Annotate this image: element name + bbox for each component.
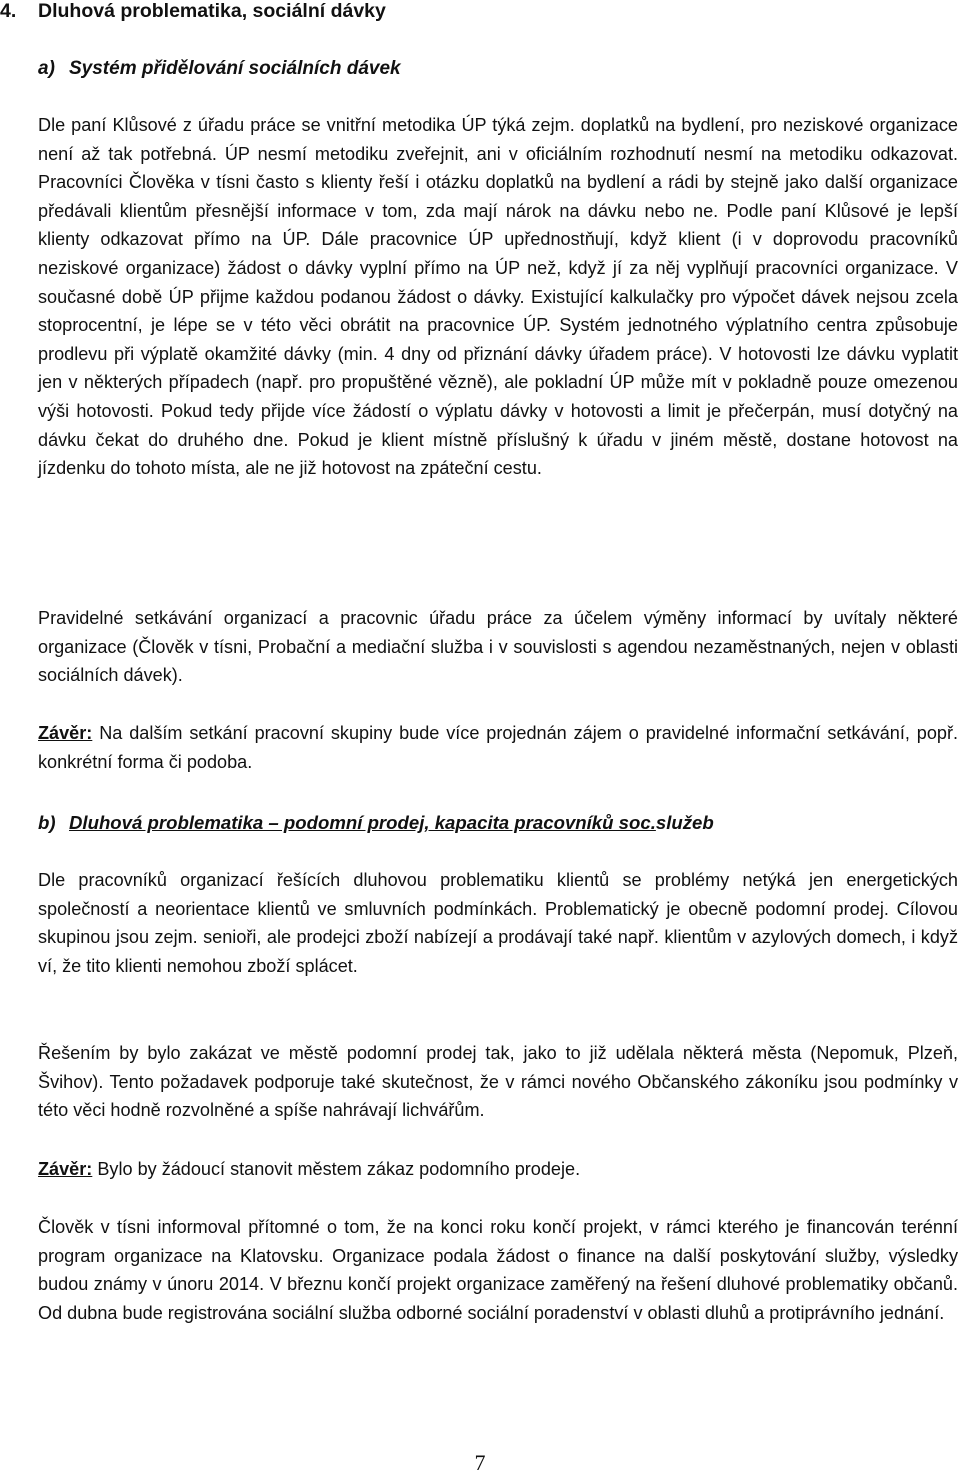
conclusion-text: Bylo by žádoucí stanovit městem zákaz podomního prodeje.	[92, 1159, 581, 1179]
conclusion-label: Závěr:	[38, 723, 93, 743]
section-b-paragraph-3: Člověk v tísni informoval přítomné o tom, že na konci roku končí projekt, v rámci kterého je financován terénní program organizace na Klatovsku. Organizace podala žádost o finance na další poskytování služby, výsledky budou známy v únoru 2014. V březnu končí projekt organizace zaměřený na řešení dluhové problematiky občanů. Od dubna bude registrována sociální služba odborné sociální poradenství v oblasti dluhů a protiprávního jednání.	[38, 1217, 958, 1323]
section-a-marker: a)	[38, 58, 55, 79]
section-a-title: Systém přidělování sociálních dávek	[69, 58, 401, 79]
section-b-conclusion	[38, 1155, 958, 1184]
section-b-title-underlined: Dluhová problematika – podomní prodej, kapacita pracovníků soc.	[69, 812, 656, 833]
conclusion-label: Závěr:	[38, 1159, 93, 1179]
section-b-paragraph-1: Dle pracovníků organizací řešících dluhovou problematiku klientů se problémy netýká jen energetických společností a neorientace klientů ve smluvních podmínkách. Problematický je obecně podomní prodej. Cílovou skupinou jsou zejm. senioři, ale prodejci zboží nabízejí a prodávají také např. klientům v azylových domech, i když ví, že tito klienti nemohou zboží splácet.	[38, 870, 958, 976]
section-a-paragraph-1: Dle paní Klůsové z úřadu práce se vnitřní metodika ÚP týká zejm. doplatků na bydlení, pro neziskové organizace není až tak potřebná. ÚP nesmí metodiku zveřejnit, ani v oficiálním rozhodnutí nesmí na metodiku odkazovat. Pracovníci Člověka v tísni často s klienty řeší i otázku doplatků na bydlení a rádi by stejně jako další organizace předávali klientům přesnější informace v tom, zda mají nárok na dávku nebo ne. Podle paní Klůsové je lepší klienty odkazovat přímo na ÚP. Dále pracovnice ÚP upřednostňují, když klient (i v doprovodu pracovníků neziskové organizace) žádost o dávky vyplní přímo na ÚP než, když jí za něj vyplňují pracovníci organizace. V současné době ÚP přijme každou podanou žádost o dávky. Existující kalkulačky pro výpočet dávek nejsou zcela stoprocentní, je lépe se v této věci obrátit na pracovnice ÚP. Systém jednotného výplatního centra způsobuje prodlevu při výplatě okamžité dávky (min. 4 dny od přiznání dávky úřadem práce). V hotovosti lze dávku vyplatit jen v některých případech (např. pro propuštěné vězně), ale pokladní ÚP může mít v pokladně pouze omezenou výši hotovosti. Pokud tedy přijde více žádostí o výplatu dávky v hotovosti a limit je přečerpán, musí dotyčný na dávku čekat do druhého dne. Pokud je klient místně příslušný k úřadu v jiném městě, dostane hotovost na jízdenku do tohoto místa, ale ne již hotovost na zpáteční cestu.	[38, 115, 958, 479]
chapter-number: 4.	[0, 0, 17, 22]
chapter-heading	[0, 0, 386, 25]
section-b-paragraph-2: Řešením by bylo zakázat ve městě podomní prodej tak, jako to již udělala některá města (Nepomuk, Plzeň, Švihov). Tento požadavek podporuje také skutečnost, že v rámci nového Občanského zákoníku jsou podmínky v této věci hodně rozvolněné a spíše nahrávají lichvářům.	[38, 1043, 958, 1121]
chapter-title: Dluhová problematika, sociální dávky	[38, 0, 386, 22]
section-b-marker: b)	[38, 812, 56, 833]
section-a-heading	[38, 55, 401, 83]
conclusion-text: Na dalším setkání pracovní skupiny bude více projednán zájem o pravidelné informační setkávání, popř. konkrétní forma či podoba.	[38, 723, 958, 772]
section-b-heading	[38, 809, 714, 837]
section-b-title-rest: služeb	[655, 812, 714, 833]
section-a-conclusion	[38, 719, 958, 776]
section-a-paragraph-2: Pravidelné setkávání organizací a pracovnic úřadu práce za účelem výměny informací by uvítaly některé organizace (Člověk v tísni, Probační a mediační služba i v souvislosti s agendou nezaměstnaných, nejen v oblasti sociálních dávek).	[38, 608, 958, 686]
page-number: 7	[474, 1450, 486, 1475]
